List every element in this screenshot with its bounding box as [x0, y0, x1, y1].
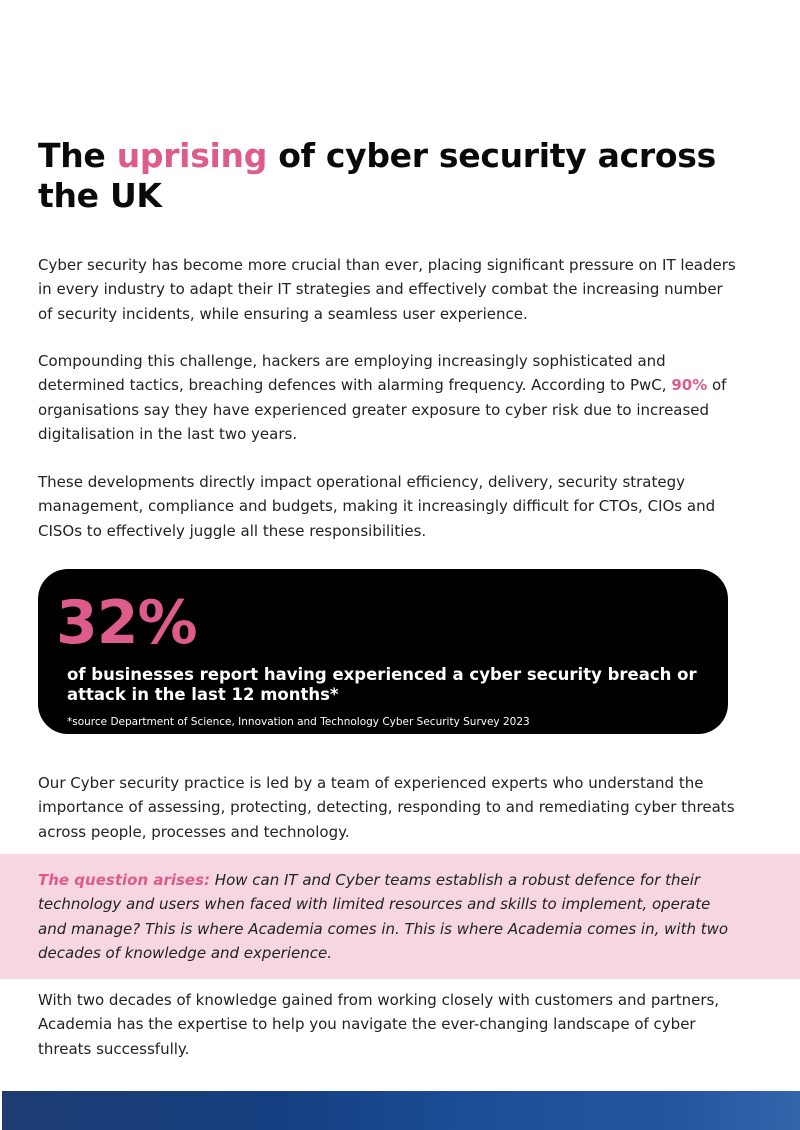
question-callout [0, 854, 800, 979]
title-part-2: of cyber security across the UK [38, 136, 716, 215]
intro-paragraph: Cyber security has become more crucial than ever, placing significant pressure on IT leaders in every industry to adapt their IT strategies and effectively combat the increasing number of security incidents, while ensuring a seamless user experience. [38, 256, 736, 323]
challenge-text-after: of organisations say they have experienced greater exposure to cyber risk due to increased digitalisation in the last two years. [38, 376, 727, 443]
title-accent-word: uprising [116, 136, 268, 175]
footer-gradient-band [2, 1091, 800, 1130]
title-part-1: The [38, 136, 117, 175]
question-body: How can IT and Cyber teams establish a robust defence for their technology and users when faced with limited resources and skills to implement, operate and manage? This is where Academia comes in. This is where Academia comes in, with two decades of knowledge and experience. [38, 871, 729, 962]
statistic-callout [38, 569, 728, 734]
statistic-description: of businesses report having experienced a cyber security breach or attack in the last 12 months* [67, 665, 697, 704]
practice-paragraph: Our Cyber security practice is led by a team of experienced experts who understand the importance of assessing, protecting, detecting, responding to and remediating cyber threats across people, processes and technology. [38, 774, 735, 841]
expertise-paragraph: With two decades of knowledge gained from working closely with customers and partners, Academia has the expertise to help you navigate the ever-changing landscape of cyber threats successfully. [38, 991, 720, 1058]
pwc-statistic: 90% [671, 376, 708, 395]
challenge-text-before: Compounding this challenge, hackers are employing increasingly sophisticated and determined tactics, breaching defences with alarming frequency. According to PwC, [38, 352, 672, 395]
impact-paragraph: These developments directly impact operational efficiency, delivery, security strategy management, compliance and budgets, making it increasingly difficult for CTOs, CIOs and CISOs to effectively juggle all these responsibilities. [38, 473, 716, 540]
question-label: The question arises: [38, 871, 211, 889]
statistic-number: 32% [56, 588, 197, 658]
challenge-paragraph [38, 349, 738, 446]
statistic-source: *source Department of Science, Innovation and Technology Cyber Security Survey 2023 [67, 716, 530, 728]
question-text [38, 868, 738, 965]
page-title [38, 136, 758, 216]
